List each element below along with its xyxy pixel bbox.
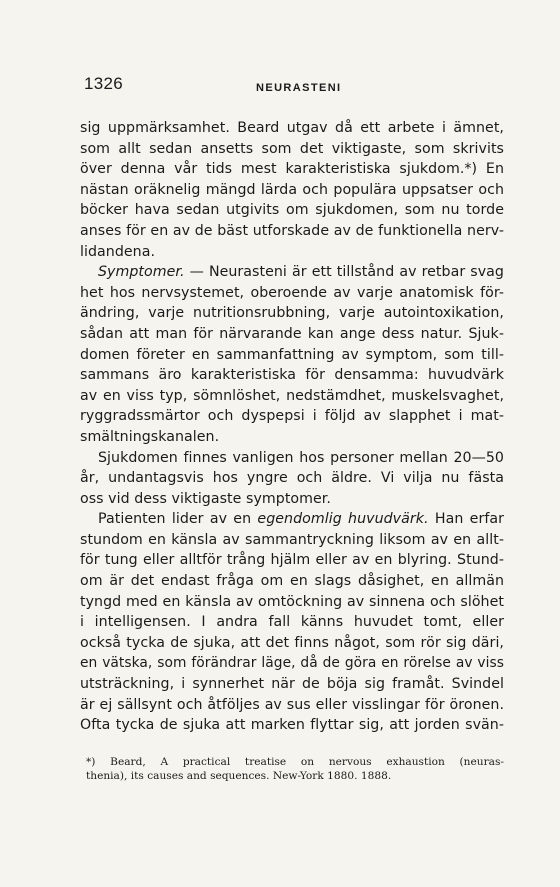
- text-line: om är det endast fråga om en slags dåsighet, en allmän: [80, 573, 504, 590]
- footnote: [86, 755, 504, 783]
- footnote-line: thenia), its causes and sequences. New-York 1880. 1888.: [86, 770, 392, 782]
- text-line: av en viss typ, sömnlöshet, nedstämdhet, muskelsvaghet,: [80, 387, 504, 404]
- text-line: Patienten lider av en egendomlig huvudvärk. Han erfar: [98, 511, 504, 528]
- text-line: Sjukdomen finnes vanligen hos personer mellan 20—50: [98, 449, 504, 466]
- text-line: är ej sällsynt och åtföljes av sus eller visslingar för öronen.: [80, 696, 504, 713]
- text-line: domen företer en sammanfattning av symptom, som till-: [80, 346, 504, 363]
- emphasis: Symptomer.: [98, 264, 185, 281]
- running-head: NEURASTENI: [256, 82, 342, 94]
- text-line: som allt sedan ansetts som det viktigaste, som skrivits: [80, 140, 504, 157]
- text-line: över denna vår tids mest karakteristiska sjukdom.*) En: [80, 161, 504, 178]
- text-line: en vätska, som förändrar läge, då de göra en rörelse av viss: [80, 655, 504, 672]
- text-line: ändring, varje nutritionsrubbning, varje autointoxikation,: [80, 305, 504, 322]
- text-line: i intelligensen. I andra fall känns huvudet tomt, eller: [80, 614, 504, 631]
- text-line: smältningskanalen.: [80, 428, 220, 445]
- text-line: ryggradssmärtor och dyspepsi i följd av slapphet i mat-: [80, 408, 504, 425]
- text-line: för tung eller alltför trång hjälm eller av en blyring. Stund-: [80, 552, 504, 569]
- text-line: stundom en känsla av sammantryckning liksom av en allt-: [80, 531, 504, 548]
- text-line: sammans äro karakteristiska för densamma: huvudvärk: [80, 367, 504, 384]
- text-line: anses för en av de bäst utforskade av de funktionella nerv-: [80, 222, 504, 239]
- text-line: sådan att man för närvarande kan ange dess natur. Sjuk-: [80, 325, 504, 342]
- text-line: oss vid dess viktigaste symptomer.: [80, 490, 331, 507]
- text-line: nästan oräknelig mängd lärda och populära uppsatser och: [80, 181, 504, 198]
- footnote-line: *) Beard, A practical treatise on nervous exhaustion (neuras-: [86, 756, 504, 768]
- text-line: Symptomer. — Neurasteni är ett tillstånd av retbar svag: [98, 264, 504, 281]
- body-text: [80, 118, 504, 736]
- text-line: utsträckning, i synnerhet när de böja sig framåt. Svindel: [80, 676, 504, 693]
- text-line: böcker hava sedan utgivits om sjukdomen, som nu torde: [80, 202, 504, 219]
- page-header: [84, 74, 484, 98]
- text-line: också tycka de sjuka, att det finns något, som rör sig däri,: [80, 634, 504, 651]
- text-line: Ofta tycka de sjuka att marken flyttar sig, att jorden svän-: [80, 717, 504, 734]
- text-line: lidandena.: [80, 243, 156, 260]
- text-line: tyngd med en känsla av omtöckning av sinnena och slöhet: [80, 593, 504, 610]
- page-number: 1326: [84, 74, 124, 93]
- text-line: år, undantagsvis hos yngre och äldre. Vi vilja nu fästa: [80, 470, 504, 487]
- emphasis: egendomlig huvudvärk.: [257, 511, 429, 528]
- text-line: het hos nervsystemet, oberoende av varje anatomisk för-: [80, 284, 504, 301]
- text-line: sig uppmärksamhet. Beard utgav då ett arbete i ämnet,: [80, 120, 504, 136]
